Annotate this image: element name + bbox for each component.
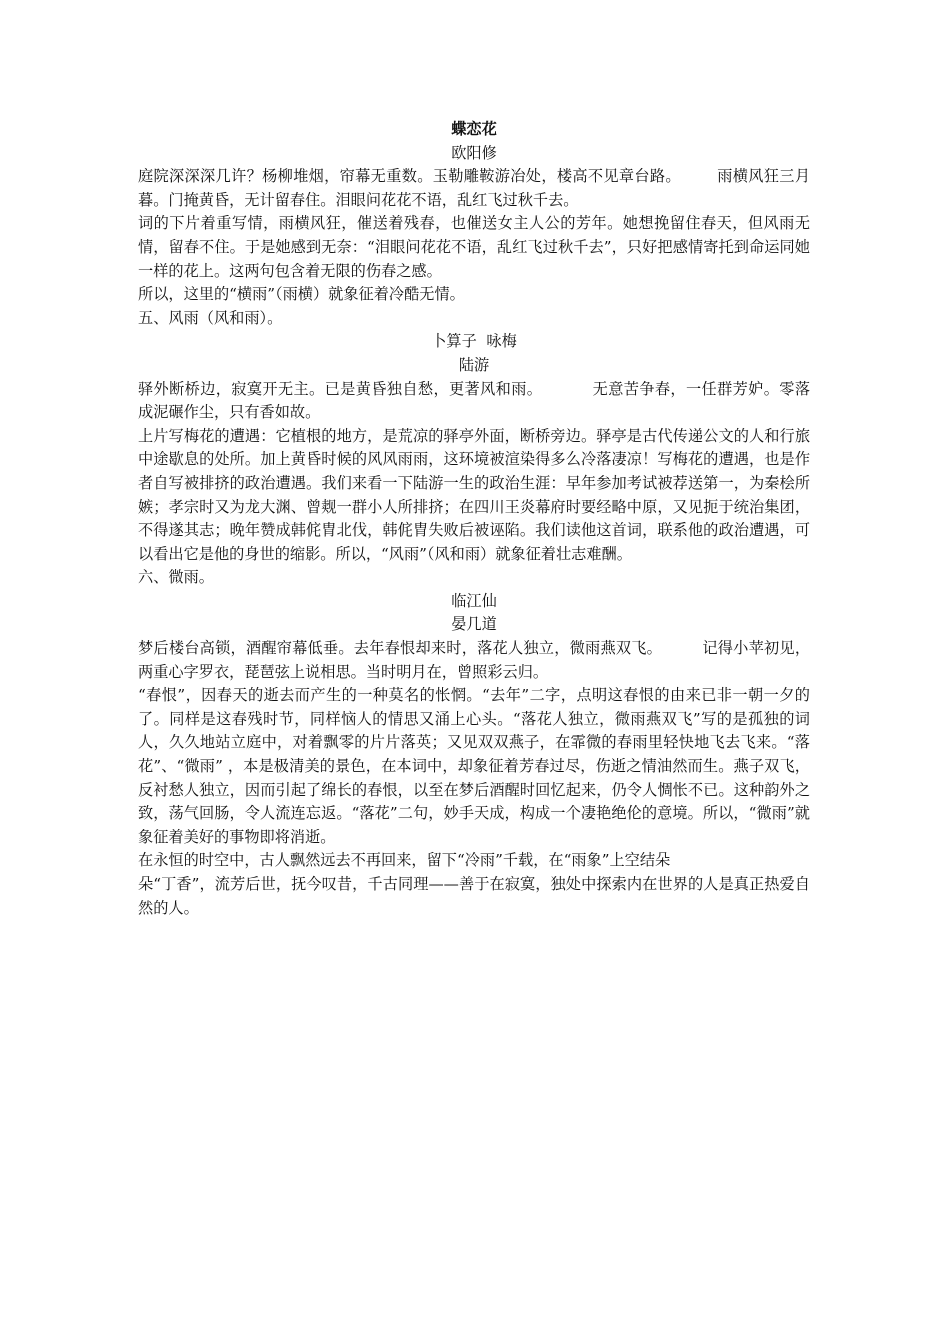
poem1-line1a: 庭院深深深几许？杨柳堆烟，帘幕无重数。玉勒雕鞍游冶处，楼高不见章台路。: [138, 167, 681, 186]
poem3-author: 晏几道: [451, 615, 497, 634]
poem1-author: 欧阳修: [451, 143, 497, 162]
poem1-conclusion: 所以，这里的“横雨”（雨横）就象征着冷酷无情。: [138, 285, 465, 304]
poem2-text: [138, 378, 810, 425]
poem2-commentary: 上片写梅花的遭遇：它植根的地方，是荒凉的驿亭外面，断桥旁边。驿亭是古代传递公文的人和行旅中途歇息的处所。加上黄昏时候的风风雨雨，这环境被渲染得多么冷落凄凉！写梅花的遭遇，也是作者自写被排挤的政治遭遇。我们来看一下陆游一生的政治生涯：早年参加考试被荐送第一，为秦桧所嫉；孝宗时又为龙大渊、曾觌一群小人所排挤；在四川王炎幕府时要经略中原，又见扼于统治集团，不得遂其志；晚年赞成韩侂胄北伐，韩侂胄失败后被诬陷。我们读他这首词，联系他的政治遭遇，可以看出它是他的身世的缩影。所以，“风雨”（风和雨）就象征着壮志难酬。: [138, 426, 810, 563]
conclusion-line1: 在永恒的时空中，古人飘然远去不再回来，留下“冷雨”千载，在“雨象”上空结朵: [138, 851, 671, 870]
poem3-commentary: “春恨”，因春天的逝去而产生的一种莫名的怅惘。“去年”二字，点明这春恨的由来已非一朝一夕的了。同样是这春残时节，同样恼人的情思又涌上心头。“落花人独立，微雨燕双飞”写的是孤独的词人，久久地站立庭中，对着飘零的片片落英；又见双双燕子，在霏微的春雨里轻快地飞去飞来。“落花”、“微雨” ，本是极清美的景色，在本词中，却象征着芳春过尽，伤逝之情油然而生。燕子双飞，反衬愁人独立，因而引起了绵长的春恨，以至在梦后酒醒时回忆起来，仍令人惆怅不已。这种韵外之致，荡气回肠，令人流连忘返。“落花”二句，妙手天成，构成一个凄艳绝伦的意境。所以，“微雨”就象征着美好的事物即将消逝。: [138, 686, 810, 846]
section5-heading: 五、风雨（风和雨）。: [138, 308, 283, 327]
poem2-author: 陆游: [458, 355, 490, 374]
poem3-line1a: 梦后楼台高锁，酒醒帘幕低垂。去年春恨却来时，落花人独立，微雨燕双飞。: [138, 639, 663, 658]
poem1-line1b: 雨横风狂三月暮。门掩黄昏，无计留春住。泪眼问花花不语，乱红飞过秋千去。: [138, 167, 811, 209]
section6-heading: 六、微雨。: [138, 568, 214, 587]
poem3-title: 临江仙: [451, 591, 497, 610]
poem2-title: 卜算子 咏梅: [431, 332, 517, 351]
poem2-line1a: 驿外断桥边，寂寞开无主。已是黄昏独自愁，更著风和雨。: [138, 379, 543, 398]
conclusion-line2: 朵“丁香”，流芳后世，抚今叹昔，千古同理——善于在寂寞，独处中探索内在世界的人是真正热爱自然的人。: [138, 875, 810, 917]
poem1-text: [138, 165, 810, 212]
poem1-title: 蝶恋花: [451, 120, 497, 138]
document-page: [138, 118, 810, 920]
poem3-text: [138, 637, 810, 684]
poem3-line1b: 记得小苹初见，两重心字罗衣，琵琶弦上说相思。当时明月在，曾照彩云归。: [138, 639, 811, 681]
poem2-line1b: 无意苦争春，一任群芳妒。零落成泥碾作尘，只有香如故。: [138, 379, 811, 422]
poem1-commentary: 词的下片着重写情，雨横风狂，催送着残春，也催送女主人公的芳年。她想挽留住春天，但风雨无情，留春不住。于是她感到无奈：“泪眼问花花不语，乱红飞过秋千去”，只好把感情寄托到命运同她一样的花上。这两句包含着无限的伤春之感。: [138, 214, 810, 280]
